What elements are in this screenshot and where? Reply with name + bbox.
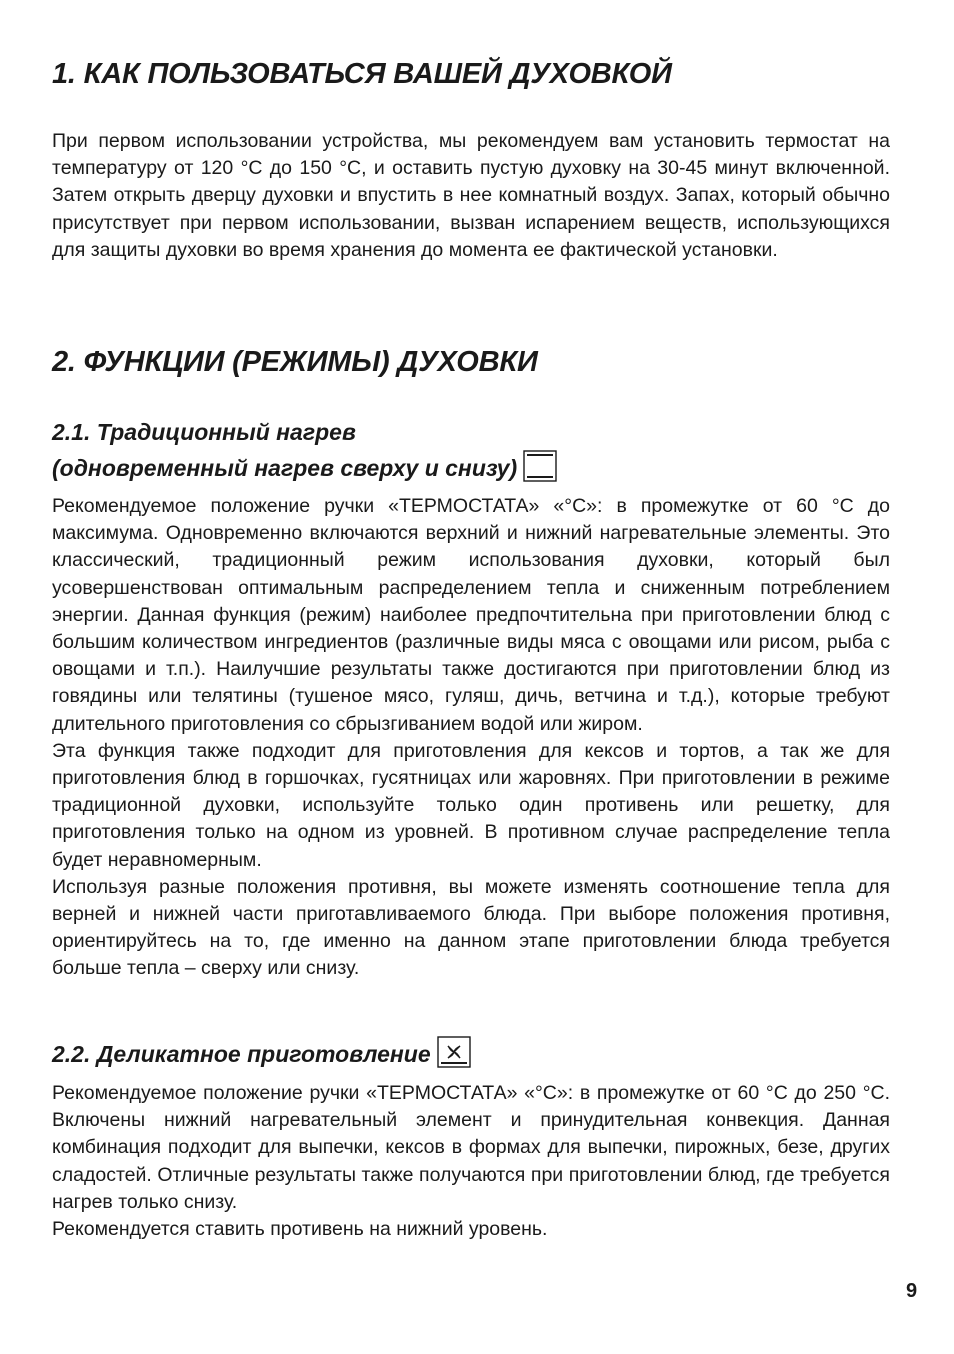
- subsection-2-2-heading: [52, 1036, 471, 1078]
- subsection-2-2-paragraph-1: Рекомендуемое положение ручки «ТЕРМОСТАТА» «°С»: в промежутке от 60 °С до 250 °С. Включены нижний нагревательный элемент и принудительная конвекция. Данная комбинация подходит для выпечки, кексов в формах для выпечки, пирожных, безе, других сладостей. Отличные результаты также получаются при приготовлении блюд, где требуется нагрев только снизу.: [52, 1082, 890, 1213]
- subsection-2-1-body: [52, 493, 890, 983]
- subsection-2-2-title: 2.2. Деликатное приготовление: [52, 1041, 431, 1067]
- subsection-2-2-body: [52, 1080, 890, 1243]
- subsection-2-1-heading: [52, 414, 557, 492]
- subsection-2-1-paragraph-2: Эта функция также подходит для приготовления для кексов и тортов, а так же для приготовления блюд в горшочках, гусятницах или жаровнях. При приготовлении в режиме традиционной духовки, используйте только один противень или решетку, для приготовления только на одном из уровней. В противном случае распределение тепла будет неравномерным.: [52, 739, 890, 871]
- top-bottom-heat-icon: [523, 450, 557, 492]
- subsection-2-1-title-line2-text: (одновременный нагрев сверху и снизу): [52, 455, 518, 481]
- subsection-2-2-paragraph-2: Рекомендуется ставить противень на нижний уровень.: [52, 1218, 548, 1241]
- section-1-heading: 1. КАК ПОЛЬЗОВАТЬСЯ ВАШЕЙ ДУХОВКОЙ: [52, 58, 672, 90]
- subsection-2-1-title-line1: 2.1. Традиционный нагрев: [52, 419, 356, 445]
- section-2-heading: 2. ФУНКЦИИ (РЕЖИМЫ) ДУХОВКИ: [52, 346, 538, 378]
- section-1-paragraph: При первом использовании устройства, мы рекомендуем вам установить термостат на температуру от 120 °С до 150 °С, и оставить пустую духовку на 30-45 минут включенной. Затем открыть дверцу духовки и впустить в нее комнатный воздух. Запах, который обычно присутствует при первом использовании, вызван испарением веществ, использующихся для защиты духовки во время хранения до момента ее фактической установки.: [52, 130, 890, 261]
- subsection-2-1-paragraph-1: Рекомендуемое положение ручки «ТЕРМОСТАТА» «°С»: в промежутке от 60 °С до максимума. Одновременно включаются верхний и нижний нагревательные элементы. Это классический, традиционный режим использования духовки, который был усовершенствован оптимальным распределением тепла и сниженным потреблением энергии. Данная функция (режим) наиболее предпочтительна при приготовлении блюд с большим количеством ингредиентов (различные виды мяса с овощами или рисом, рыба с овощами и т.п.). Наилучшие результаты также достигаются при приготовлении блюд из говядины или телятины (тушеное мясо, гуляш, дичь, ветчина и т.д.), которые требуют длительного приготовления со сбрызгиванием водой или жиром.: [52, 495, 890, 735]
- subsection-2-1-paragraph-3: Используя разные положения противня, вы можете изменять соотношение тепла для верней и нижней части приготавливаемого блюда. При выборе положения противня, ориентируйтесь на то, где именно на данном этапе приготовлении блюда требуется больше тепла – сверху или снизу.: [52, 875, 890, 980]
- page-number: 9: [906, 1280, 918, 1302]
- fan-bottom-heat-icon: [437, 1036, 471, 1078]
- subsection-2-1-title-line2: [52, 450, 557, 492]
